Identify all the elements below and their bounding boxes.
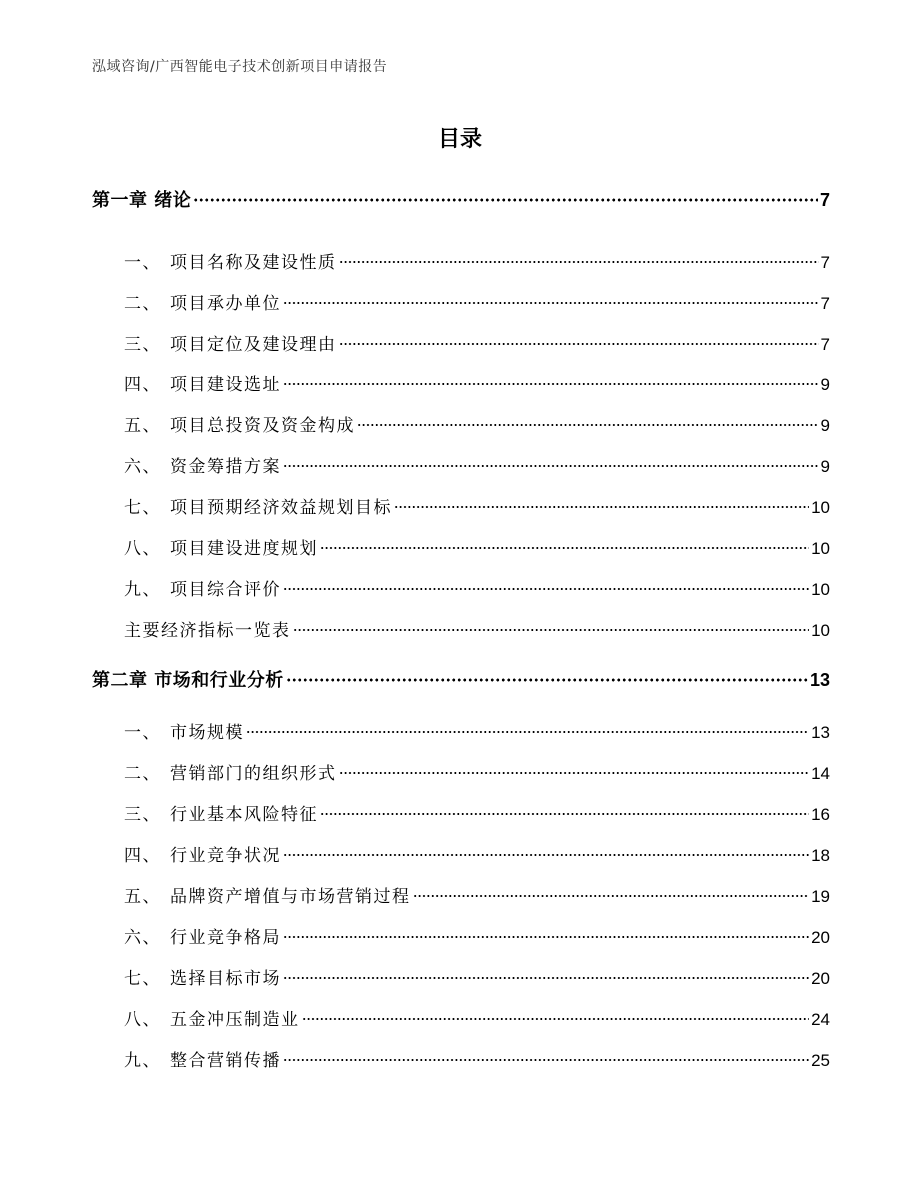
toc-dot-leader <box>320 546 809 550</box>
toc-section-entry[interactable] <box>124 759 830 783</box>
toc-entry-text: 项目建设选址 <box>170 375 281 395</box>
toc-entry-number: 五、 <box>124 887 161 907</box>
toc-entry-number: 九、 <box>124 580 161 600</box>
toc-entry-number: 七、 <box>124 498 161 518</box>
toc-dot-leader <box>283 587 809 591</box>
toc-entry-number: 一、 <box>124 253 161 273</box>
toc-entry-number: 八、 <box>124 539 161 559</box>
toc-section-entry[interactable] <box>124 964 830 988</box>
toc-section-entry[interactable] <box>124 289 830 313</box>
toc-entry-text: 品牌资产增值与市场营销过程 <box>170 887 411 907</box>
toc-page-number: 10 <box>811 539 830 558</box>
toc-section-entry[interactable] <box>124 1005 830 1029</box>
toc-entry-number: 六、 <box>124 457 161 477</box>
toc-dot-leader <box>320 812 809 816</box>
toc-dot-leader <box>246 730 809 734</box>
toc-page-number: 9 <box>820 416 830 435</box>
toc-chapter-entry[interactable] <box>92 666 830 692</box>
toc-entry-label <box>124 923 281 948</box>
toc-entry-number: 二、 <box>124 764 161 784</box>
toc-entry-label <box>124 575 281 600</box>
toc-entry-text: 第一章 绪论 <box>92 190 192 211</box>
toc-entry-label <box>124 534 318 559</box>
toc-entry-label <box>124 718 244 743</box>
toc-entry-label <box>124 289 281 314</box>
toc-dot-leader <box>339 342 819 346</box>
toc-section-entry[interactable] <box>124 841 830 865</box>
toc-entry-text: 项目总投资及资金构成 <box>170 416 355 436</box>
toc-section-entry[interactable] <box>124 248 830 272</box>
toc-entry-label <box>124 759 337 784</box>
toc-entry-number: 七、 <box>124 969 161 989</box>
toc-section-entry[interactable] <box>124 718 830 742</box>
toc-entry-number: 二、 <box>124 294 161 314</box>
running-header: 泓域咨询/广西智能电子技术创新项目申请报告 <box>92 59 388 75</box>
toc-entry-text: 项目建设进度规划 <box>170 539 318 559</box>
toc-page-number: 19 <box>811 887 830 906</box>
toc-page-number: 9 <box>820 457 830 476</box>
toc-entry-number: 六、 <box>124 928 161 948</box>
toc-page-number: 10 <box>811 580 830 599</box>
toc-dot-leader <box>283 464 819 468</box>
toc-entry-text: 行业基本风险特征 <box>170 805 318 825</box>
toc-section-entry[interactable] <box>124 923 830 947</box>
toc-page-number: 16 <box>811 805 830 824</box>
toc-entry-text: 行业竞争状况 <box>170 846 281 866</box>
toc-dot-leader <box>302 1017 810 1021</box>
toc-dot-leader <box>413 894 810 898</box>
toc-section-entry[interactable] <box>124 452 830 476</box>
toc-entry-number: 四、 <box>124 375 161 395</box>
toc-entry-number: 三、 <box>124 805 161 825</box>
toc-entry-label <box>124 1005 300 1030</box>
toc-page-number: 20 <box>811 928 830 947</box>
toc-page-number: 13 <box>809 670 830 690</box>
toc-entry-label <box>124 964 281 989</box>
toc-entry-text: 第二章 市场和行业分析 <box>92 670 284 691</box>
toc-section-entry[interactable] <box>124 330 830 354</box>
toc-section-entry[interactable] <box>124 1046 830 1070</box>
toc-page-number: 14 <box>811 764 830 783</box>
toc-page-number: 7 <box>820 253 830 272</box>
toc-entry-text: 项目预期经济效益规划目标 <box>170 498 392 518</box>
toc-entry-label <box>92 666 284 692</box>
toc-page-number: 24 <box>811 1010 830 1029</box>
toc-entry-number: 三、 <box>124 335 161 355</box>
toc-section-entry[interactable] <box>124 800 830 824</box>
toc-title: 目录 <box>437 127 482 152</box>
toc-page-number: 10 <box>811 621 830 640</box>
toc-entry-text: 选择目标市场 <box>170 969 281 989</box>
toc-section-entry[interactable] <box>124 411 830 435</box>
toc-dot-leader <box>357 423 819 427</box>
toc-entry-label <box>124 841 281 866</box>
toc-entry-label <box>124 411 355 436</box>
toc-page-number: 7 <box>819 190 830 210</box>
toc-chapter-entry[interactable] <box>92 186 830 212</box>
toc-section-entry[interactable] <box>124 370 830 394</box>
toc-entry-label <box>124 452 281 477</box>
toc-entry-text: 行业竞争格局 <box>170 928 281 948</box>
toc-entry-label <box>124 616 291 641</box>
toc-entry-label <box>124 248 337 273</box>
toc-dot-leader <box>283 976 809 980</box>
toc-entry-text: 资金筹措方案 <box>170 457 281 477</box>
toc-entry-text: 项目承办单位 <box>170 294 281 314</box>
toc-dot-leader <box>339 771 810 775</box>
toc-entry-number: 四、 <box>124 846 161 866</box>
toc-page-number: 7 <box>820 294 830 313</box>
toc-page-number: 13 <box>811 723 830 742</box>
toc-entry-label <box>124 800 318 825</box>
toc-dot-leader <box>286 678 808 682</box>
toc-dot-leader <box>283 382 819 386</box>
toc-dot-leader <box>193 198 818 202</box>
toc-section-entry[interactable] <box>124 534 830 558</box>
toc-entry-label <box>92 186 191 212</box>
toc-section-entry[interactable] <box>124 575 830 599</box>
toc-entry-number: 八、 <box>124 1010 161 1030</box>
toc-page-number: 25 <box>811 1051 830 1070</box>
toc-dot-leader <box>283 301 819 305</box>
toc-entry-label <box>124 493 392 518</box>
toc-section-entry[interactable] <box>124 882 830 906</box>
toc-entry-text: 项目综合评价 <box>170 580 281 600</box>
toc-entry-label <box>124 1046 281 1071</box>
toc-entry-number: 五、 <box>124 416 161 436</box>
toc-dot-leader <box>283 853 809 857</box>
toc-entry-label <box>124 370 281 395</box>
toc-page-number: 9 <box>820 375 830 394</box>
toc-dot-leader <box>283 1058 809 1062</box>
toc-entry-number: 九、 <box>124 1051 161 1071</box>
toc-entry-text: 五金冲压制造业 <box>170 1010 300 1030</box>
toc-page-number: 18 <box>811 846 830 865</box>
toc-page-number: 10 <box>811 498 830 517</box>
toc-entry-text: 市场规模 <box>170 723 244 743</box>
toc-entry-text: 整合营销传播 <box>170 1051 281 1071</box>
toc-entry-text: 营销部门的组织形式 <box>170 764 337 784</box>
toc-section-entry[interactable] <box>124 616 830 640</box>
toc-entry-text: 项目定位及建设理由 <box>170 335 337 355</box>
toc-dot-leader <box>293 628 810 632</box>
toc-section-entry[interactable] <box>124 493 830 517</box>
toc-entry-label <box>124 882 411 907</box>
toc-page-number: 20 <box>811 969 830 988</box>
toc-entry-label <box>124 330 337 355</box>
toc-entry-text: 项目名称及建设性质 <box>170 253 337 273</box>
toc-dot-leader <box>339 260 819 264</box>
toc-dot-leader <box>283 935 809 939</box>
toc-page-number: 7 <box>820 335 830 354</box>
toc-entry-number: 一、 <box>124 723 161 743</box>
toc-dot-leader <box>394 505 809 509</box>
toc-entry-text: 主要经济指标一览表 <box>124 621 291 641</box>
